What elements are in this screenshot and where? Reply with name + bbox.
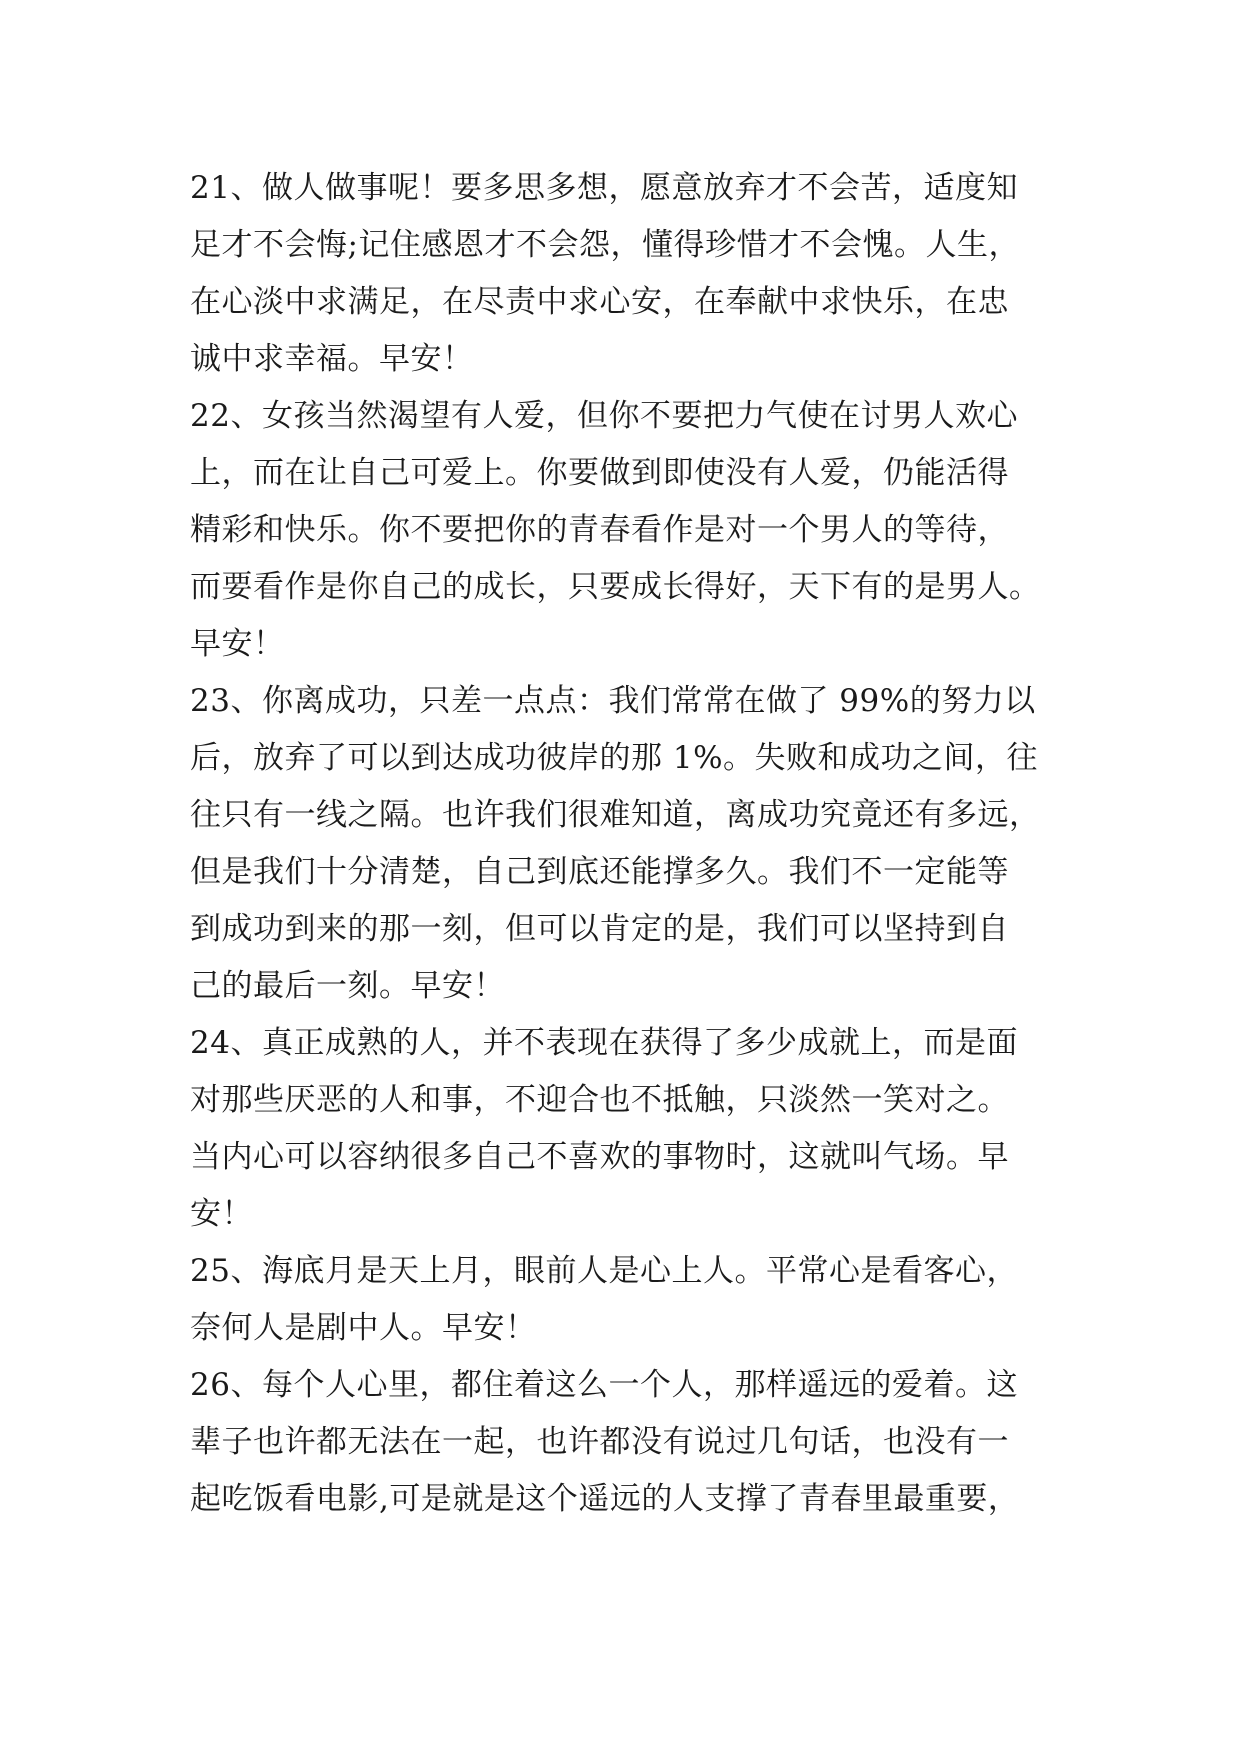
text-line: 21、做人做事呢！要多思多想，愿意放弃才不会苦，适度知 xyxy=(190,170,1018,206)
text-line: 而要看作是你自己的成长，只要成长得好，天下有的是男人。 xyxy=(190,569,1041,605)
text-line: 奈何人是剧中人。早安！ xyxy=(190,1310,537,1346)
text-line: 25、海底月是天上月，眼前人是心上人。平常心是看客心， xyxy=(190,1253,1018,1289)
text-line: 精彩和快乐。你不要把你的青春看作是对一个男人的等待， xyxy=(190,512,1009,548)
text-line: 当内心可以容纳很多自己不喜欢的事物时，这就叫气场。早 xyxy=(190,1139,1009,1175)
text-line: 足才不会悔;记住感恩才不会怨，懂得珍惜才不会愧。人生， xyxy=(190,227,1020,263)
text-line: 22、女孩当然渴望有人爱，但你不要把力气使在讨男人欢心 xyxy=(190,398,1018,434)
text-line: 早安！ xyxy=(190,626,285,662)
text-line: 起吃饭看电影,可是就是这个遥远的人支撑了青春里最重要， xyxy=(190,1481,1020,1517)
text-line: 到成功到来的那一刻，但可以肯定的是，我们可以坚持到自 xyxy=(190,911,1009,947)
text-line: 上，而在让自己可爱上。你要做到即使没有人爱，仍能活得 xyxy=(190,455,1009,491)
text-line: 但是我们十分清楚，自己到底还能撑多久。我们不一定能等 xyxy=(190,854,1009,890)
text-line: 在心淡中求满足，在尽责中求心安，在奉献中求快乐，在忠 xyxy=(190,284,1009,320)
text-line: 己的最后一刻。早安！ xyxy=(190,968,505,1004)
text-line: 对那些厌恶的人和事，不迎合也不抵触，只淡然一笑对之。 xyxy=(190,1082,1009,1118)
text-line: 往只有一线之隔。也许我们很难知道，离成功究竟还有多远， xyxy=(190,797,1041,833)
text-line: 辈子也许都无法在一起，也许都没有说过几句话，也没有一 xyxy=(190,1424,1009,1460)
text-line: 后，放弃了可以到达成功彼岸的那 1%。失败和成功之间，往 xyxy=(190,740,1039,776)
text-line: 诚中求幸福。早安！ xyxy=(190,341,474,377)
text-line: 26、每个人心里，都住着这么一个人，那样遥远的爱着。这 xyxy=(190,1367,1018,1403)
text-line: 23、你离成功，只差一点点：我们常常在做了 99%的努力以 xyxy=(190,683,1036,719)
text-line: 24、真正成熟的人，并不表现在获得了多少成就上，而是面 xyxy=(190,1025,1018,1061)
text-line: 安！ xyxy=(190,1196,253,1232)
